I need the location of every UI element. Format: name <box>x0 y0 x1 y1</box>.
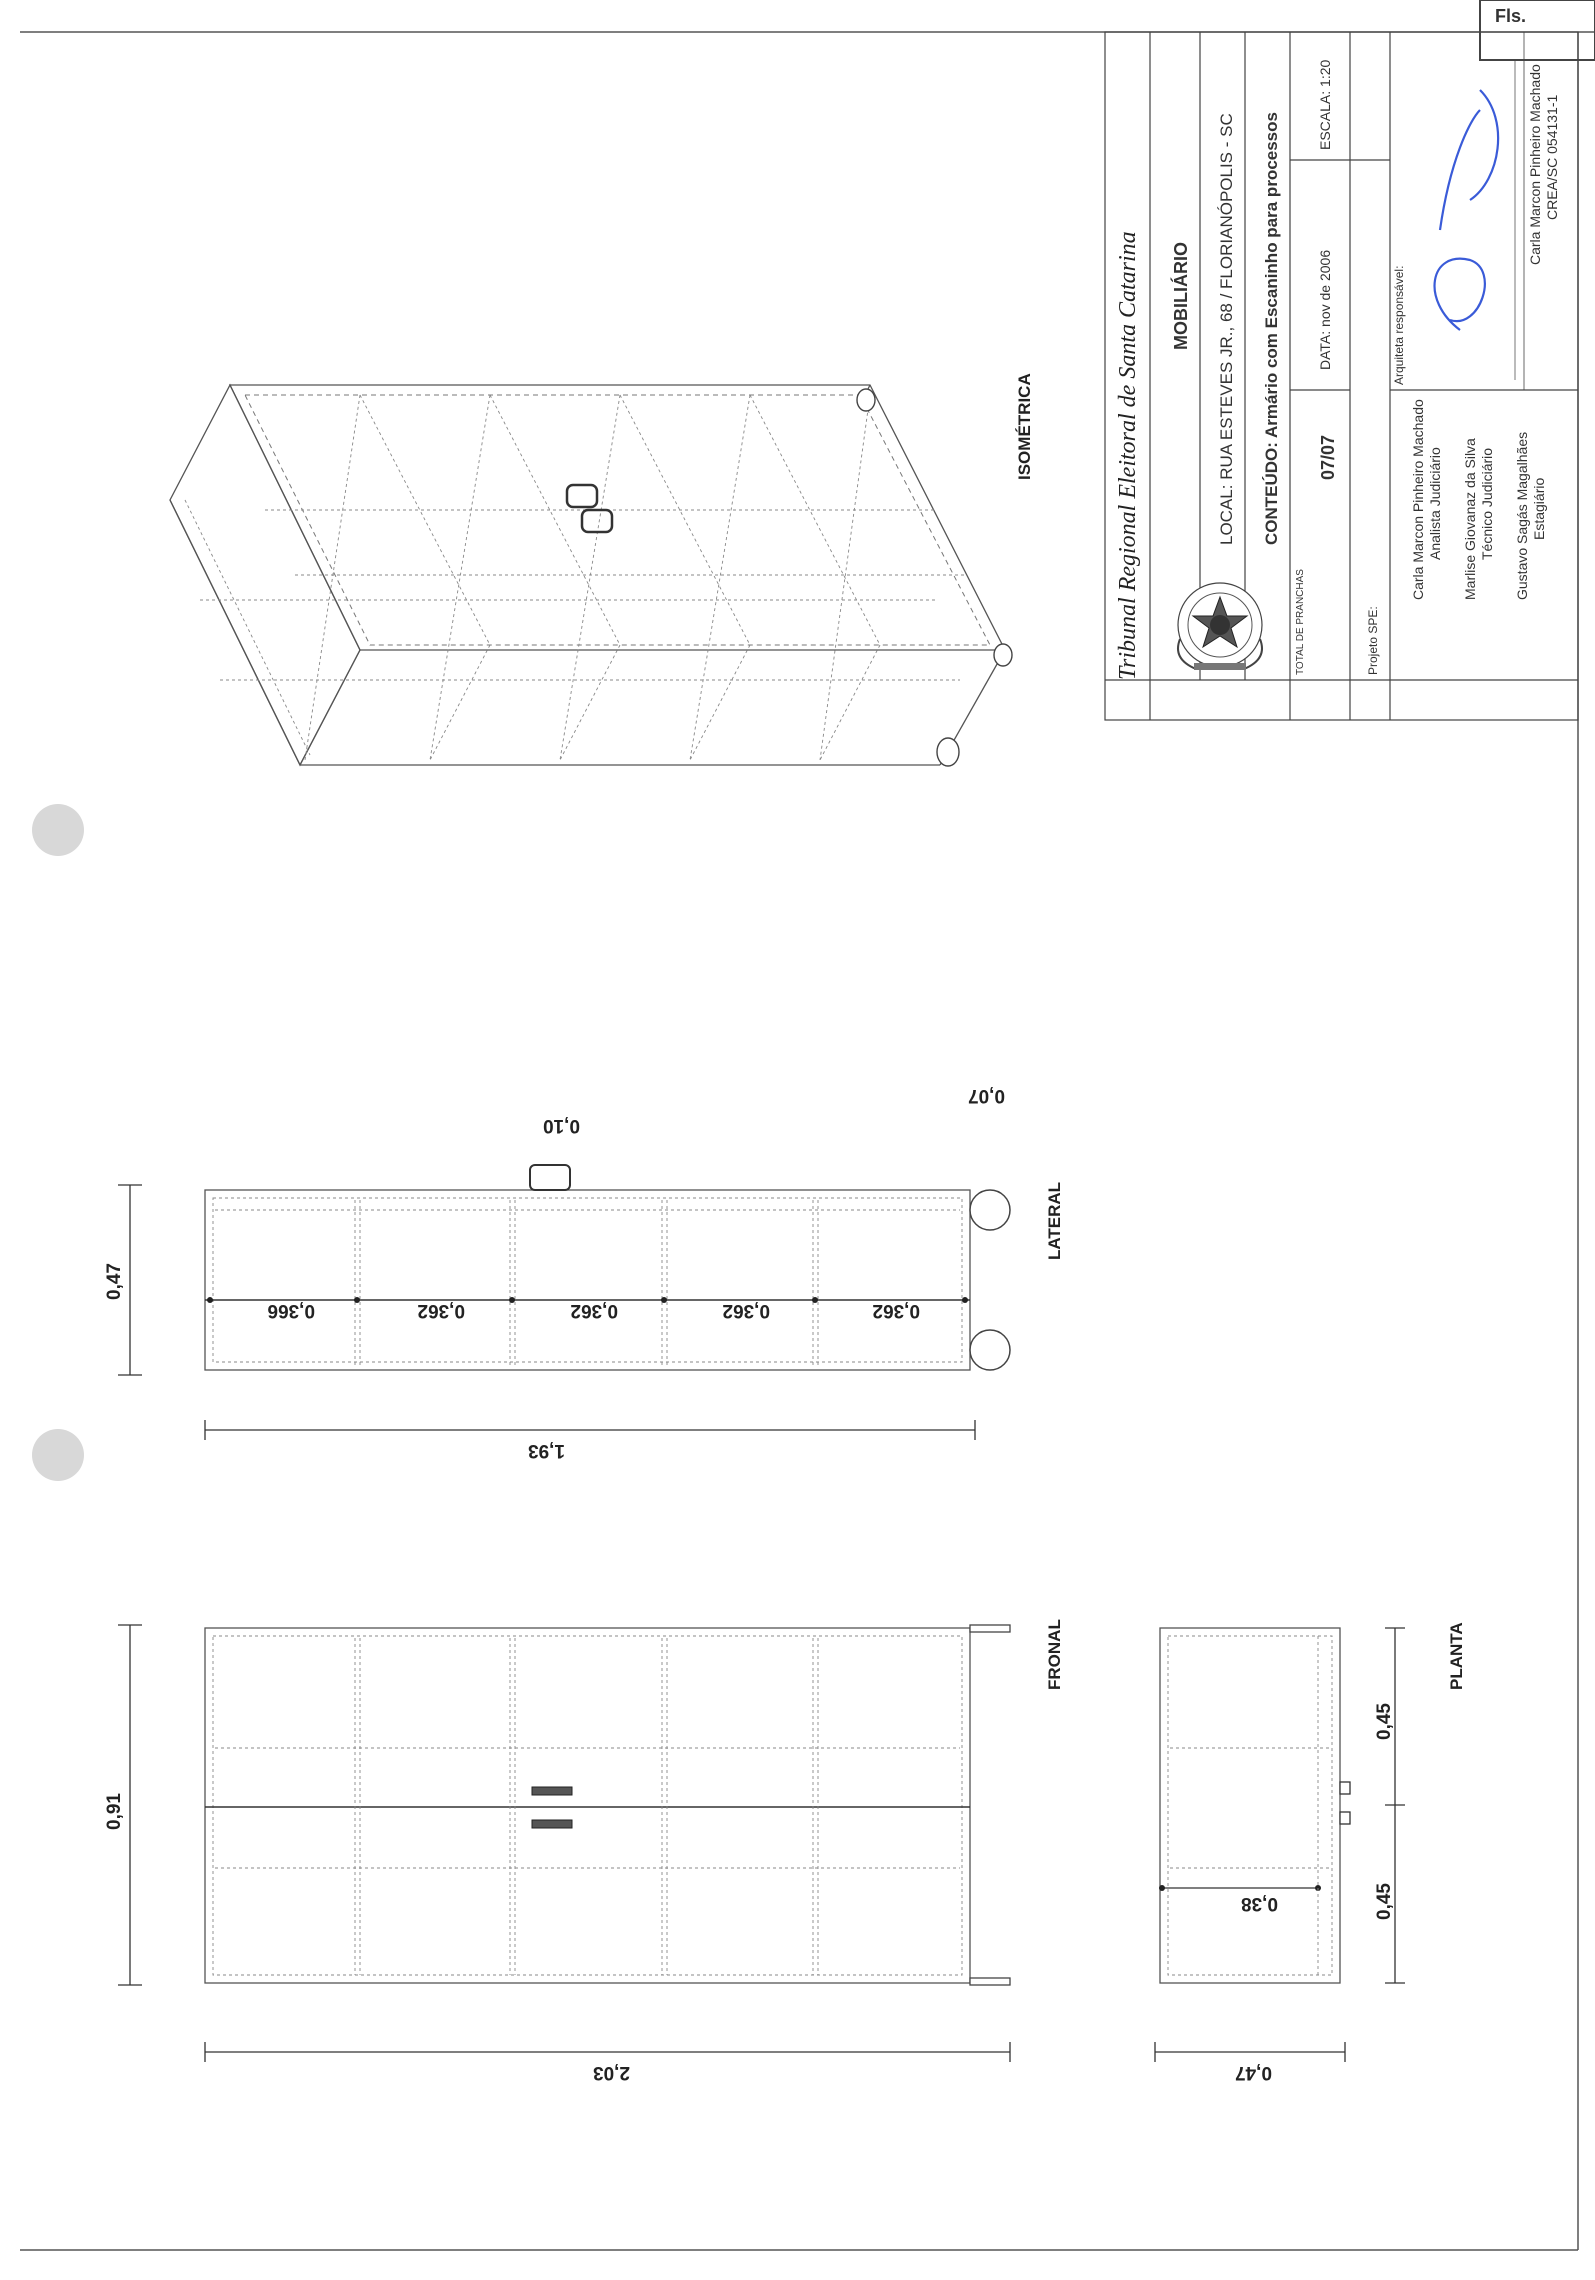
project-label: Projeto SPE: <box>1366 606 1380 675</box>
team-member-2-role: Técnico Judiciário <box>1479 447 1495 560</box>
title-block <box>1105 0 1595 720</box>
lateral-division-1: 0,366 <box>267 1300 315 1321</box>
lateral-height-dimension: 0,47 <box>104 1263 125 1300</box>
location-text: LOCAL: RUA ESTEVES JR., 68 / FLORIANÓPOLIS - SC <box>1217 113 1236 545</box>
frontal-label: FRONAL <box>1045 1619 1064 1690</box>
lateral-division-5: 0,362 <box>872 1300 920 1321</box>
plan-depth-dimension: 0,47 <box>1235 2062 1272 2083</box>
date-text: DATA: nov de 2006 <box>1317 249 1333 370</box>
architect-label: Arquiteta responsável: <box>1392 265 1406 385</box>
lateral-division-2: 0,362 <box>417 1300 465 1321</box>
lateral-length-dimension: 1,93 <box>528 1440 565 1461</box>
architect-name: Carla Marcon Pinheiro Machado <box>1527 64 1543 265</box>
punch-hole-top <box>32 804 84 856</box>
isometric-label: ISOMÉTRICA <box>1015 373 1034 480</box>
plan-handle-upper <box>1340 1782 1350 1794</box>
plan-label: PLANTA <box>1447 1622 1466 1690</box>
lateral-caster-dimension: 0,07 <box>968 1085 1005 1106</box>
lateral-division-3: 0,362 <box>570 1300 618 1321</box>
lateral-handle <box>530 1165 570 1190</box>
punch-hole-bottom <box>32 1429 84 1481</box>
coat-of-arms-emblem <box>1178 583 1262 670</box>
isometric-handle-upper <box>567 485 597 507</box>
architect-signature <box>1435 90 1499 330</box>
subject-text: MOBILIÁRIO <box>1171 242 1191 350</box>
plan-left-dimension: 0,45 <box>1374 1883 1395 1920</box>
frontal-handle-lower <box>532 1820 572 1828</box>
team-member-1-role: Analista Judiciário <box>1427 447 1443 560</box>
frontal-height-dimension: 0,91 <box>104 1793 125 1830</box>
isometric-view <box>170 373 1034 766</box>
plan-inner-dimension: 0,38 <box>1241 1893 1278 1914</box>
architect-crea: CREA/SC 054131-1 <box>1544 94 1560 220</box>
folio-stamp-text: Fls. <box>1495 6 1527 26</box>
lateral-view <box>104 1085 1064 1461</box>
frontal-view <box>104 1619 1064 2083</box>
frontal-handle-upper <box>532 1787 572 1795</box>
sheet-number: 07/07 <box>1318 434 1338 480</box>
isometric-caster-2 <box>994 644 1012 666</box>
total-sheets-label: TOTAL DE PRANCHAS <box>1295 569 1306 675</box>
isometric-caster-3 <box>937 738 959 766</box>
plan-view <box>1155 1622 1466 2083</box>
team-member-1-name: Carla Marcon Pinheiro Machado <box>1410 399 1426 600</box>
frontal-caster-bottom <box>970 1978 1010 1985</box>
frontal-caster-top <box>970 1625 1010 1632</box>
lateral-division-4: 0,362 <box>722 1300 770 1321</box>
isometric-caster-1 <box>857 389 875 411</box>
frontal-length-dimension: 2,03 <box>593 2062 630 2083</box>
lateral-handle-dimension: 0,10 <box>543 1115 580 1136</box>
lateral-caster-left <box>970 1190 1010 1230</box>
team-member-2-name: Marlise Giovanaz da Silva <box>1462 438 1478 600</box>
lateral-caster-right <box>970 1330 1010 1370</box>
isometric-handle-lower <box>582 510 612 532</box>
institution-title: Tribunal Regional Eleitoral de Santa Catarina <box>1115 231 1141 680</box>
lateral-label: LATERAL <box>1045 1181 1064 1260</box>
team-member-3-role: Estagiário <box>1531 477 1547 540</box>
content-text: CONTEÚDO: Armário com Escaninho para processos <box>1262 112 1281 545</box>
plan-handle-lower <box>1340 1812 1350 1824</box>
plan-right-dimension: 0,45 <box>1374 1703 1395 1740</box>
team-member-3-name: Gustavo Sagás Magalhães <box>1514 431 1530 600</box>
scale-text: ESCALA: 1:20 <box>1317 59 1333 150</box>
